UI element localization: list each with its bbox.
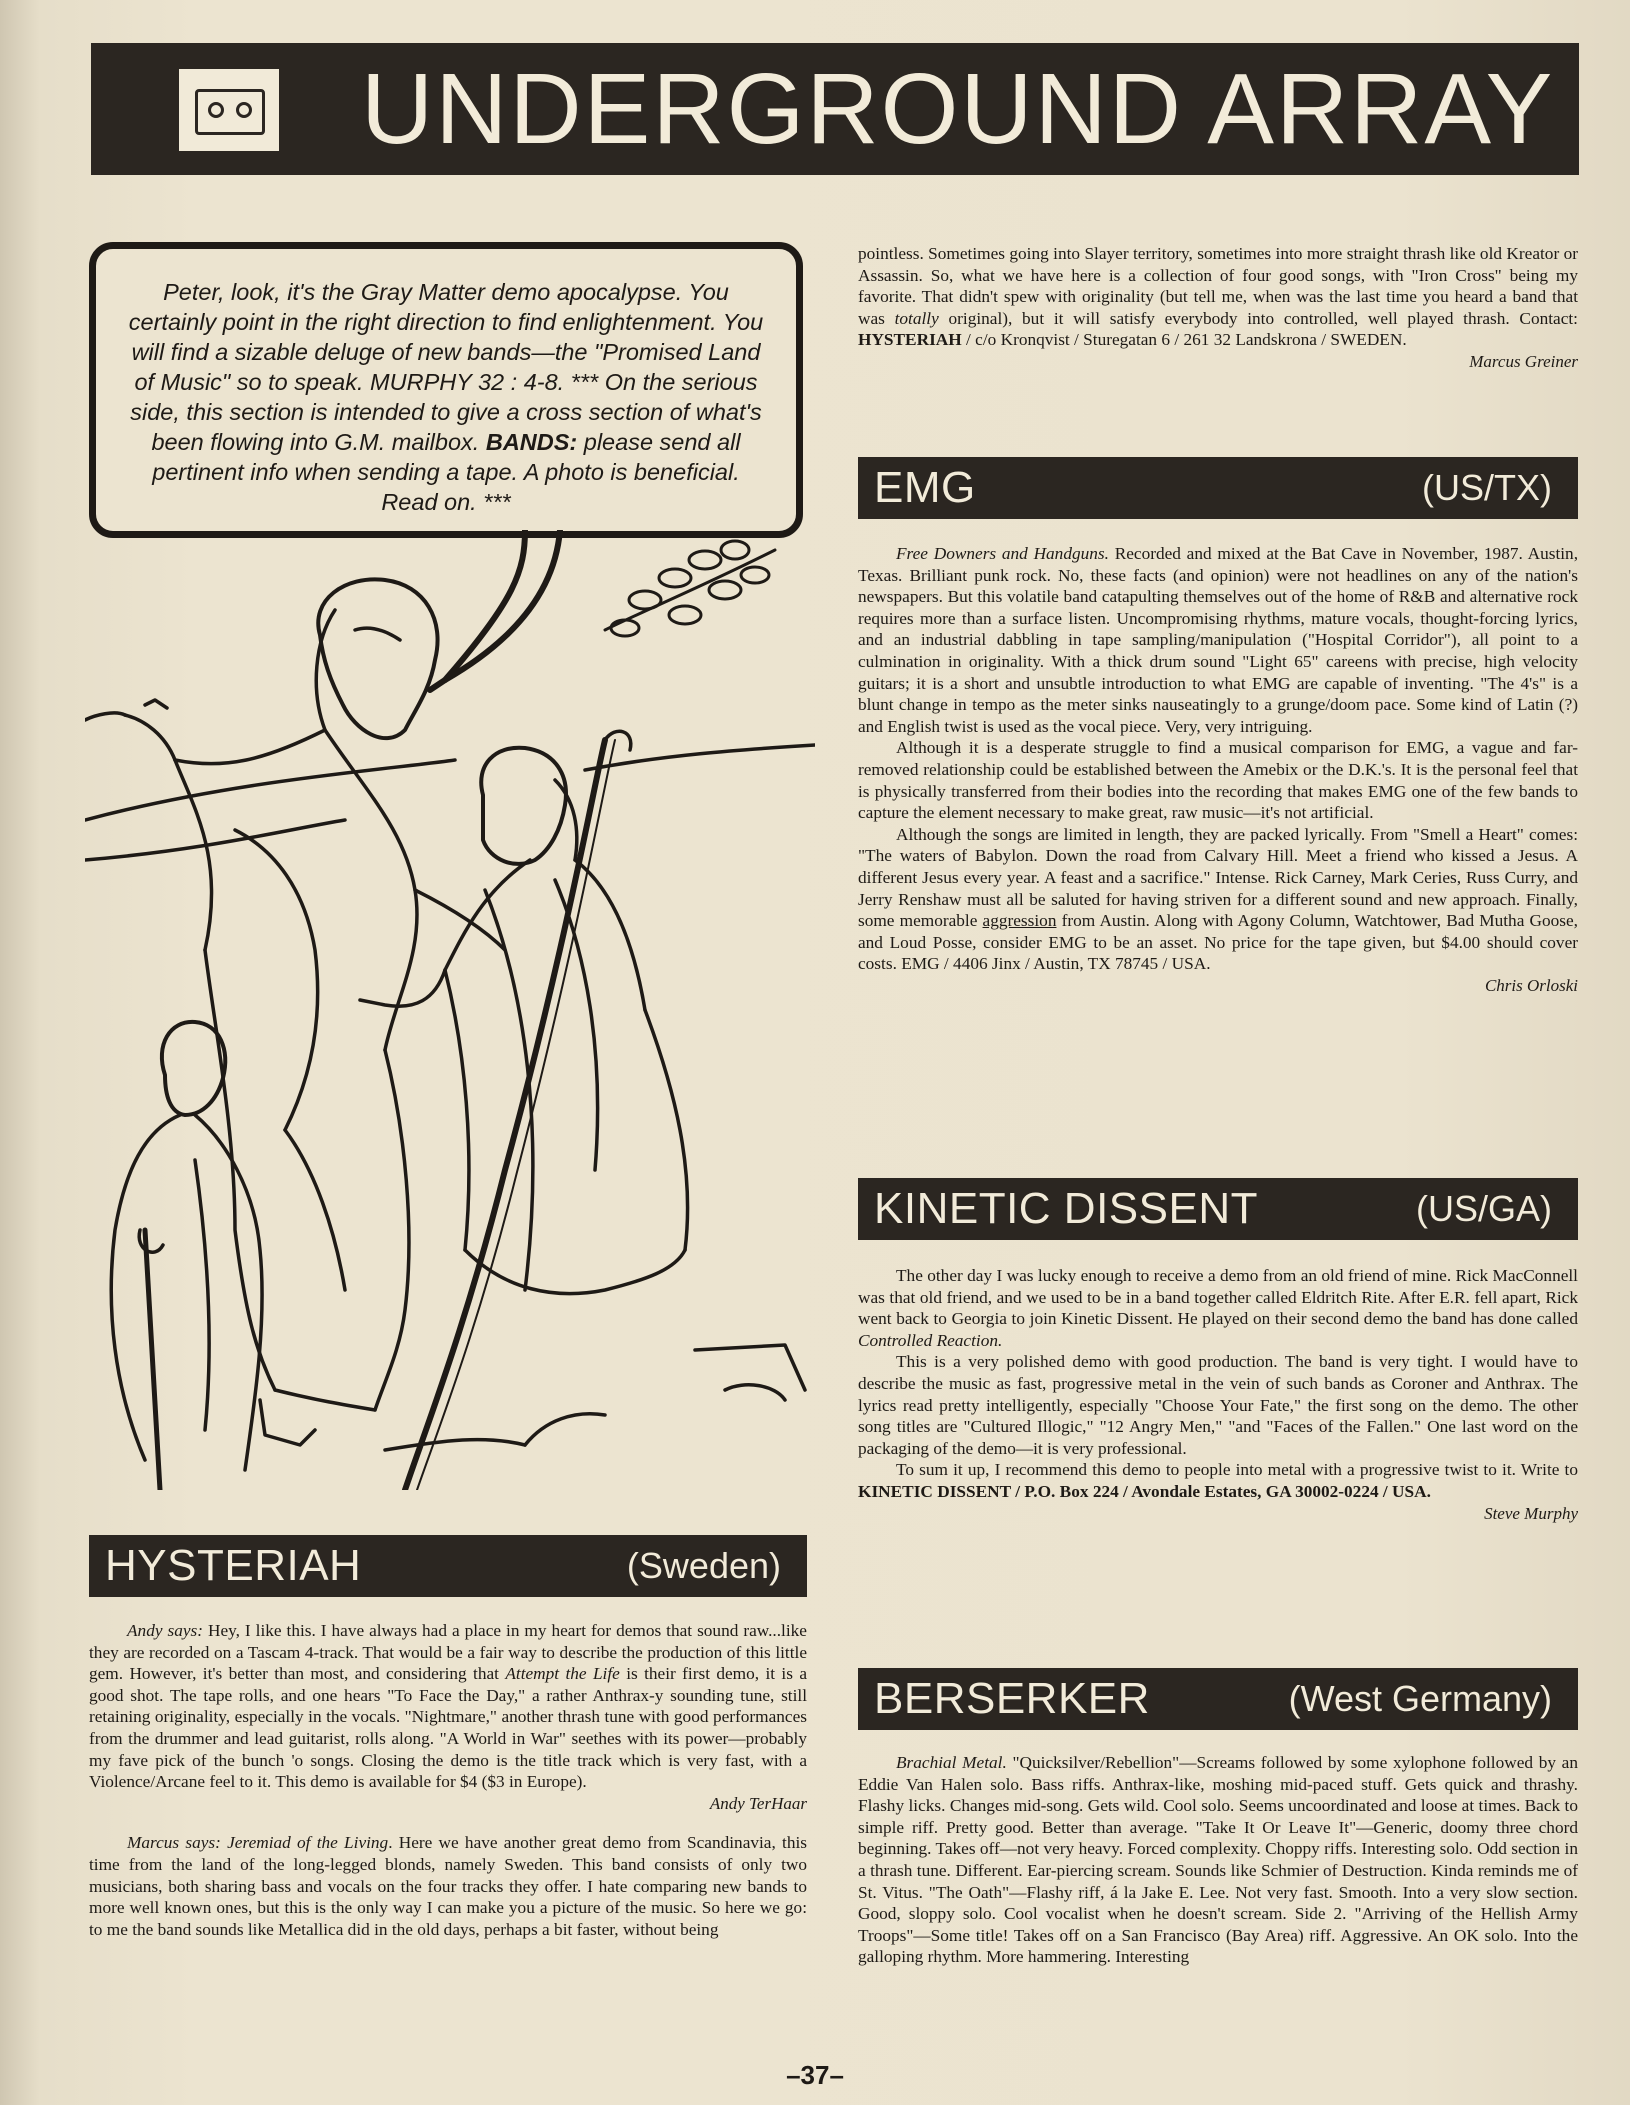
review-text: Here we have another great demo from Scandinavia, this time from the land of the long-legged blonds, namely Sweden. This band consists of only two musicians, both sharing bass and vocals on the four tracks they offer. I hate comparing new bands to more well known ones, but this is the only way I can make you a picture of the music. So here we go: to me the band sounds like Metallica did in the old days, perhaps a bit faster, without being [89,1833,807,1939]
review-text: pointless. Sometimes going into Slayer territory, sometimes into more straight thrash like old Kreator or Assassin. So, what we have here is a collection of four good songs, with "Iron Cross" being my favorite. That didn't spew with originality (but tell me, when was the last time you heard a band that was [858,244,1578,328]
reviewer-signature: Marcus Greiner [1469,351,1578,371]
review-text: Hey, I like this. I have always had a place in my heart for demos that sound raw...like they are recorded on a Tascam 4-track. That would be a fair way to describe the production of this little gem. However, it's better than most, and considering that [89,1621,807,1684]
reviewer-signature: Chris Orloski [1484,975,1578,995]
section-header-kinetic-dissent [858,1178,1578,1240]
bands-label: BANDS: [485,429,578,455]
band-location: (West Germany) [1288,1678,1552,1719]
reviewer-signature: Andy TerHaar [709,1793,807,1813]
section-header-hysteriah [89,1535,807,1597]
speech-bubble [89,242,803,538]
review-paragraph [858,1265,1578,1351]
contact-name: HYSTERIAH [858,330,962,350]
section-header-emg [858,457,1578,519]
review-text: Although the songs are limited in length, they are packed lyrically. From "Smell a Heart" comes: "The waters of Babylon. Down the road from Calvary Hill. Meet a friend who kissed a Jesus. A different Jesus every year. A feast and a sacrifice." Intense. Rick Carney, Mark Ceries, Russ Curry, and Jerry Renshaw must all be saluted for having striven for a different sound and new approach. Finally, some memorable [858,824,1578,931]
page-number: –37– [786,2060,844,2090]
page-title: UNDERGROUND ARRAY [361,53,1555,165]
contact-address: / c/o Kronqvist / Sturegatan 6 / 261 32 Landskrona / SWEDEN. [966,330,1407,350]
reviewer-lead: Andy says: [127,1621,203,1640]
band-name: BERSERKER [874,1674,1150,1723]
band-name: EMG [874,463,976,512]
band-name: KINETIC DISSENT [874,1184,1258,1233]
review-text: Recorded and mixed at the Bat Cave in November, 1987. Austin, Texas. Brilliant punk rock. No, these facts (and opinion) were not headlines on any of the nation's newspapers. But this volatile band catapulting themselves out of the home of R&B and alternative rock requires more than a surface listen. Uncompromising rhythms, mature vocals, thought-forcing lyrics, and an industrial dabbling in tape sampling/manipulation ("Hospital Corridor"), all point to a culmination in originality. With a thick drum sound "Light 65" careens with precise, high velocity guitars; it is a short and unsubtle introduction to what EMG are capable of inventing. "The 4's" is a blunt change in tempo as the meter sinks nauseatingly to a grunge/doom pace. Some kind of Latin (?) and English twist is used as the vocal piece. Very, very intriguing. [858,544,1579,736]
review-hysteriah [89,1620,807,1940]
demo-title: Controlled Reaction. [858,1330,1003,1350]
underlined-text: aggression [982,911,1057,931]
review-text: The other day I was lucky enough to receive a demo from an old friend of mine. Rick MacConnell was that old friend, and we used to be in a band together called Eldritch Rite. After E.R. fell apart, Rick went back to Georgia to join Kinetic Dissent. He played on their second demo the band has done called [858,1266,1578,1329]
review-paragraph [858,543,1578,737]
demo-title: Free Downers and Handguns. [896,544,1109,563]
review-text: "Quicksilver/Rebellion"—Screams followed by some xylophone followed by an Eddie Van Halen solo. Bass riffs. Anthrax-like, moshing mid-paced stuff. Gets quick and thrashy. Flashy licks. Changes mid-song. Gets wild. Cool solo. Seems uncoordinated and loose at times. Back to simple riff. Pretty good. Better than average. "Take It Or Leave It"—Generic, doomy three chord beginning. Takes off—not very heavy. Forced complexity. Choppy riffs. Interesting solo. Odd section in a thrash tune. Different. Ear-piercing scream. Sounds like Schmier of Destruction. Kinda reminds me of St. Vitus. "The Oath"—Flashy riff, á la Jake E. Lee. Not very fast. Smooth. Into a very slow section. Good, sloppy solo. Cool vocalist when he doesn't scream. Side 2. "Arriving of the Hellish Army Troops"—Some title! Takes off on a San Francisco (Bay Area) riff. Aggressive. An OK solo. Into the galloping rhythm. More hammering. Interesting [858,1753,1578,1967]
intro-text [126,277,766,517]
review-paragraph: Marcus says: Jeremiad of the Living. Here we have another great demo from Scandinavia, this time from the land of the long-legged blonds, namely Sweden. This band consists of only two musicians, both sharing bass and vocals on the four tracks they offer. I hate comparing new bands to more well known ones, but this is the only way I can make you a picture of the music. So here we go: to me the band sounds like Metallica did in the old days, perhaps a bit faster, without being [89,1833,807,1939]
intro-line-1: Peter, look, it's the Gray Matter demo apocalypse. You certainly point in the right direction to find enlightenment. You will find a sizable deluge of new bands—the "Promised Land of Music" so to speak. MURPHY 32 : 4-8. [128,279,764,395]
demo-title: Jeremiad of the Living [227,1833,389,1853]
review-paragraph: Although it is a desperate struggle to find a musical comparison for EMG, a vague and far-removed relationship could be established between the Amebix or the D.K.'s. It is the personal feel that is physically transferred from their bodies into the recording that makes EMG one of the few bands to capture the element necessary to make great, raw music—it's not artificial. [858,738,1578,823]
emphasis-text: totally [894,308,939,328]
demo-title: Attempt the Life [505,1664,620,1684]
review-text: To sum it up, I recommend this demo to people into metal with a progressive twist to it. Write to [896,1460,1578,1480]
review-emg [858,543,1578,996]
review-paragraph [858,1459,1578,1502]
review-paragraph [858,824,1578,975]
masthead-banner [91,43,1579,175]
demo-title: Brachial Metal. [896,1753,1007,1772]
section-header-berserker [858,1668,1578,1730]
review-text: is their first demo, it is a good shot. The tape rolls, and one hears "To Face the Day," a rather Anthrax-y sounding tune, still retaining originality, especially in the vocals. "Nightmare," another thrash tune with good performances from the drummer and lead guitarist, rolls along. "A World in War" seethes with its power—probably my fave pick of the bunch 'o songs. Closing the demo is the title track which is very fast, with a Violence/Arcane feel to it. This demo is available for $4 ($3 in Europe). [89,1664,807,1792]
intro-line-3: please send all pertinent info when sending a tape. A photo is beneficial. Read on. *** [152,429,741,515]
contact-address: KINETIC DISSENT / P.O. Box 224 / Avondale Estates, GA 30002-0224 / USA. [858,1481,1431,1501]
intro-line-2: *** On the serious side, this section is intended to give a cross section of what's been flowing into G.M. mailbox. [130,369,762,455]
review-paragraph: This is a very polished demo with good production. The band is very tight. I would have to describe the music as fast, progressive metal in the vein of such bands as Coroner and Anthrax. The lyrics read pretty intelligently, especially "Choose Your Fate," the first song on the demo. The other song titles are "Cultured Illogic," "12 Angry Men," "and "Faces of the Fallen." One last word on the packaging of the demo—it is very professional. [858,1352,1578,1458]
band-location: (US/TX) [1422,467,1552,508]
reviewer-signature: Steve Murphy [1484,1503,1578,1523]
band-location: (Sweden) [626,1545,781,1586]
band-name: HYSTERIAH [105,1541,362,1590]
review-kinetic-dissent [858,1265,1578,1524]
review-paragraph [858,1752,1578,1968]
jesus-illustration [85,530,815,1490]
review-text: from Austin. Along with Agony Column, Watchtower, Bad Mutha Goose, and Loud Posse, consider EMG to be an asset. No price for the tape given, but $4.00 should cover costs. EMG / 4406 Jinx / Austin, TX 78745 / USA. [858,911,1579,974]
review-paragraph [858,243,1578,351]
review-berserker [858,1752,1578,1968]
review-text: original), but it will satisfy everybody into controlled, well played thrash. Contact: [948,308,1578,328]
band-location: (US/GA) [1415,1188,1552,1229]
cassette-tape-icon [177,67,281,153]
review-hysteriah-continued [858,243,1578,373]
review-paragraph [89,1620,807,1793]
reviewer-lead: Marcus says: [127,1833,221,1853]
